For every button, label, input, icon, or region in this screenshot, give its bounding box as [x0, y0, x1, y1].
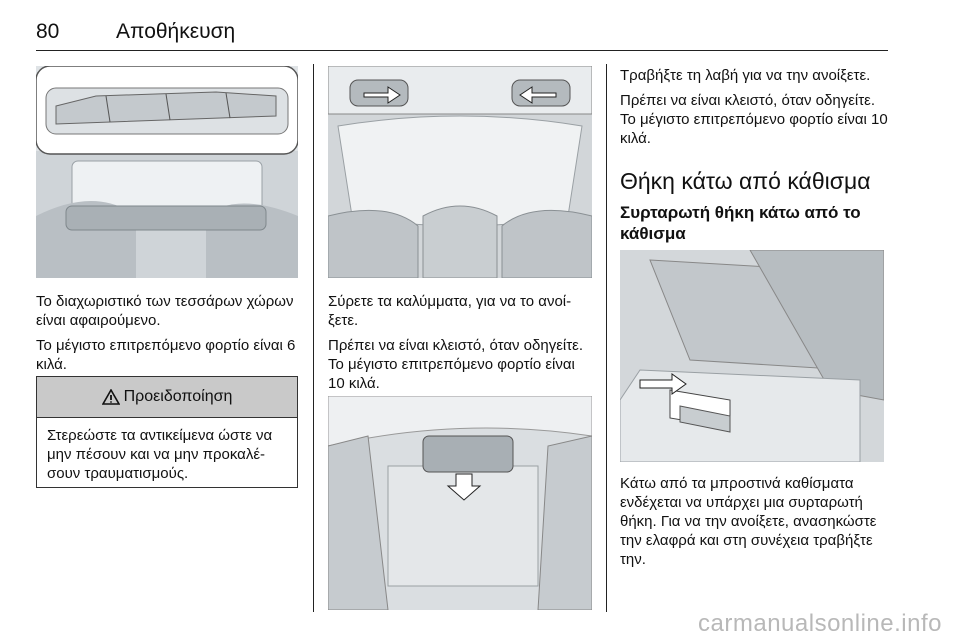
page-header — [36, 20, 888, 50]
column3-text — [620, 66, 892, 154]
tailgate-storage-figure — [328, 396, 592, 610]
subsection-heading: Συρταρωτή θήκη κάτω από το κάθισμα — [620, 203, 861, 243]
paragraph: Τραβήξτε τη λαβή για να την ανοίξετε. — [620, 67, 871, 84]
column-divider — [606, 64, 607, 612]
column2-text — [328, 292, 594, 399]
tailgate-storage-illustration — [328, 396, 592, 610]
under-seat-drawer-figure — [620, 250, 884, 462]
warning-text: Στερεώστε τα αντικείμενα ώστε να μην πέσουν και να μην προκαλέσουν τραυματισμούς. — [47, 427, 273, 482]
under-seat-drawer-illustration — [620, 250, 884, 462]
column3-bottom-text — [620, 474, 892, 575]
overhead-storage-figure — [36, 66, 298, 278]
paragraph: Το διαχωριστικό των τεσσάρων χώρων είναι αφαιρούμενο. — [36, 293, 294, 329]
column-divider — [313, 64, 314, 612]
column1-text — [36, 292, 300, 380]
chapter-title: Αποθήκευση — [116, 20, 236, 43]
rear-shelf-illustration — [328, 66, 592, 278]
warning-triangle-icon — [102, 389, 120, 405]
page-number: 80 — [36, 20, 60, 43]
paragraph: Πρέπει να είναι κλειστό, όταν οδηγείτε. Το μέγιστο επιτρεπόμενο φορτίο είναι 10 κιλά. — [328, 337, 584, 392]
warning-header — [37, 377, 297, 418]
header-rule — [36, 50, 888, 51]
warning-box — [36, 376, 298, 488]
paragraph: Σύρετε τα καλύμματα, για να το ανοίξετε. — [328, 293, 572, 329]
paragraph: Πρέπει να είναι κλειστό, όταν οδηγείτε. Το μέγιστο επιτρεπόμενο φορτίο είναι 10 κιλά. — [620, 92, 888, 147]
rear-shelf-figure — [328, 66, 592, 278]
paragraph: Το μέγιστο επιτρεπόμενο φορτίο είναι 6 κιλά. — [36, 337, 296, 373]
section-heading: Θήκη κάτω από κάθισμα — [620, 168, 871, 194]
warning-title: Προειδοποίηση — [123, 388, 233, 405]
watermark: carmanualsonline.info — [698, 610, 942, 637]
overhead-storage-illustration — [36, 66, 298, 278]
paragraph: Κάτω από τα μπροστινά καθίσματα ενδέχεται να υπάρχει μια συρταρωτή θήκη. Για να την ανοίξετε, ανασηκώστε την ελαφρά και στη συνέχεια τραβήξτε την. — [620, 475, 877, 568]
